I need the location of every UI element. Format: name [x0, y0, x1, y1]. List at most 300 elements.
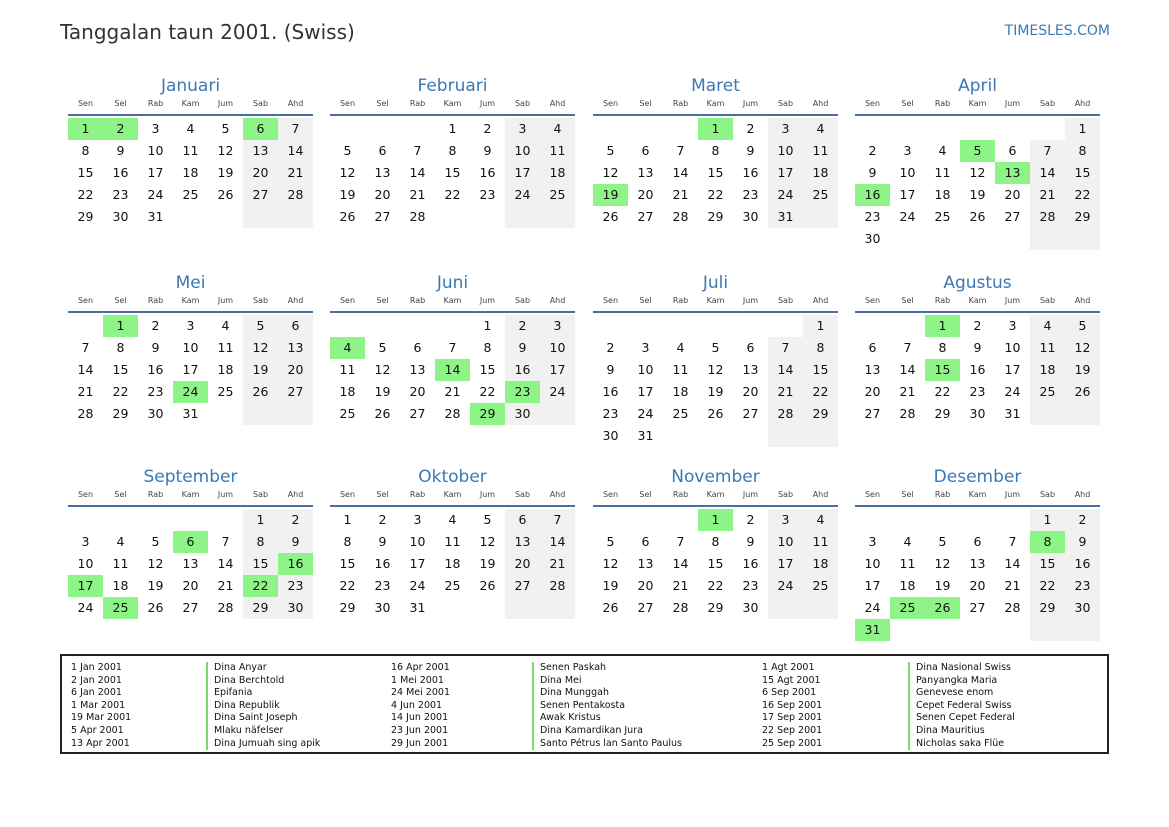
legend-date: 19 Mar 2001: [71, 712, 132, 724]
weekday-label: Ahd: [812, 296, 829, 305]
header-divider: [330, 505, 575, 507]
empty-cell: [173, 509, 208, 531]
month-november: [593, 463, 838, 619]
day-cell: 1: [1030, 509, 1065, 531]
legend-holiday-name: Santo Pétrus lan Santo Paulus: [532, 738, 682, 751]
day-cell: 23: [479, 187, 496, 202]
day-cell: 9: [868, 165, 877, 180]
day-cell: 1: [925, 315, 960, 337]
weekday-header: [593, 487, 838, 503]
week-row: [68, 140, 313, 162]
month-name: September: [143, 467, 238, 487]
week-row: [855, 553, 1100, 575]
day-cell: 15: [707, 556, 724, 571]
empty-cell: [733, 315, 768, 337]
day-cell: 14: [217, 556, 234, 571]
week-row: [330, 403, 575, 425]
day-cell: 19: [934, 578, 951, 593]
day-cell: 21: [899, 384, 916, 399]
week-row: [855, 228, 1100, 250]
day-cell: 6: [641, 534, 650, 549]
day-cell: 18: [339, 384, 356, 399]
month-name: Februari: [417, 76, 488, 96]
day-cell: 16: [278, 553, 313, 575]
day-cell: 30: [147, 406, 164, 421]
day-cell: 2: [973, 318, 982, 333]
legend-holiday-name: Genevese enom: [908, 687, 1015, 700]
week-row: [855, 381, 1100, 403]
empty-cell: [540, 206, 575, 228]
day-cell: 9: [746, 534, 755, 549]
day-cell: 15: [707, 165, 724, 180]
day-cell: 4: [803, 118, 838, 140]
legend-date: 23 Jun 2001: [391, 724, 449, 736]
day-cell: 23: [112, 187, 129, 202]
day-cell: 26: [602, 600, 619, 615]
day-cell: 25: [339, 406, 356, 421]
legend-date: 14 Jun 2001: [391, 712, 449, 724]
day-cell: 11: [540, 140, 575, 162]
weekday-label: Rab: [934, 296, 951, 305]
weekday-label: Sab: [514, 490, 531, 499]
legend-name-column: [908, 662, 1015, 750]
day-cell: 10: [899, 165, 916, 180]
day-cell: 5: [151, 534, 160, 549]
day-cell: 13: [637, 165, 654, 180]
month-name: April: [958, 76, 997, 96]
day-cell: 21: [1030, 184, 1065, 206]
page-title: Tanggalan taun 2001. (Swiss): [60, 20, 355, 44]
weekday-label: Sab: [777, 296, 794, 305]
day-cell: 30: [278, 597, 313, 619]
empty-cell: [505, 597, 540, 619]
day-cell: 3: [868, 534, 877, 549]
weekday-label: Sab: [252, 490, 269, 499]
empty-cell: [1030, 118, 1065, 140]
day-cell: 12: [147, 556, 164, 571]
day-cell: 6: [641, 143, 650, 158]
week-row: [330, 381, 575, 403]
day-cell: 17: [147, 165, 164, 180]
day-cell: 23: [147, 384, 164, 399]
empty-cell: [663, 315, 698, 337]
day-cell: 8: [243, 531, 278, 553]
day-cell: 13: [742, 362, 759, 377]
day-cell: 30: [969, 406, 986, 421]
day-cell: 18: [182, 165, 199, 180]
empty-cell: [995, 619, 1030, 641]
day-cell: 25: [540, 184, 575, 206]
weekday-label: Sel: [639, 296, 652, 305]
empty-cell: [995, 228, 1030, 250]
day-cell: 24: [899, 209, 916, 224]
day-cell: 14: [435, 359, 470, 381]
day-cell: 18: [803, 553, 838, 575]
day-cell: 13: [278, 337, 313, 359]
day-cell: 19: [593, 184, 628, 206]
week-row: [330, 315, 575, 337]
legend-holiday-name: Dina Berchtold: [206, 675, 320, 688]
day-cell: 24: [864, 600, 881, 615]
legend-holiday-name: Dina Nasional Swiss: [908, 662, 1015, 675]
weekday-label: Ahd: [812, 99, 829, 108]
week-row: [855, 597, 1100, 619]
week-row: [68, 184, 313, 206]
day-cell: 18: [217, 362, 234, 377]
empty-cell: [1030, 619, 1065, 641]
day-cell: 28: [899, 406, 916, 421]
weekday-header: [855, 293, 1100, 309]
day-cell: 7: [1008, 534, 1017, 549]
day-cell: 5: [483, 512, 492, 527]
weekday-label: Sen: [77, 296, 94, 305]
day-cell: 10: [1004, 340, 1021, 355]
day-cell: 6: [973, 534, 982, 549]
weekday-label: Sen: [602, 99, 619, 108]
day-cell: 16: [969, 362, 986, 377]
day-cell: 31: [768, 206, 803, 228]
day-cell: 26: [1065, 381, 1100, 403]
weekday-label: Rab: [672, 490, 689, 499]
week-row: [68, 531, 313, 553]
day-cell: 17: [182, 362, 199, 377]
month-juli: [593, 269, 838, 447]
day-cell: 8: [711, 143, 720, 158]
week-row: [68, 575, 313, 597]
day-cell: 16: [742, 165, 759, 180]
week-row: [68, 118, 313, 140]
legend-date: 17 Sep 2001: [762, 712, 823, 724]
day-cell: 1: [243, 509, 278, 531]
week-row: [68, 162, 313, 184]
day-cell: 29: [339, 600, 356, 615]
week-row: [330, 118, 575, 140]
weekday-label: Sab: [252, 296, 269, 305]
day-cell: 26: [479, 578, 496, 593]
weekday-label: Sab: [1039, 296, 1056, 305]
week-row: [855, 509, 1100, 531]
week-row: [330, 575, 575, 597]
empty-cell: [68, 315, 103, 337]
day-cell: 18: [803, 162, 838, 184]
day-cell: 11: [339, 362, 356, 377]
weekday-label: Sab: [1039, 490, 1056, 499]
day-cell: 14: [672, 556, 689, 571]
day-cell: 19: [1065, 359, 1100, 381]
legend-date: 16 Apr 2001: [391, 662, 450, 673]
day-cell: 14: [672, 165, 689, 180]
empty-cell: [243, 403, 278, 425]
day-cell: 20: [742, 384, 759, 399]
weekday-label: Kam: [181, 490, 200, 499]
day-cell: 14: [77, 362, 94, 377]
day-cell: 16: [112, 165, 129, 180]
weekday-label: Kam: [968, 99, 987, 108]
empty-cell: [803, 206, 838, 228]
week-row: [593, 184, 838, 206]
weekday-label: Jum: [742, 490, 759, 499]
day-cell: 2: [505, 315, 540, 337]
month-januari: [68, 72, 313, 228]
weekday-label: Rab: [409, 99, 426, 108]
legend-holiday-name: Nicholas saka Flüe: [908, 738, 1015, 751]
day-cell: 5: [606, 143, 615, 158]
day-cell: 18: [112, 578, 129, 593]
day-cell: 12: [602, 556, 619, 571]
day-cell: 3: [641, 340, 650, 355]
day-cell: 28: [672, 209, 689, 224]
day-cell: 7: [676, 534, 685, 549]
empty-cell: [995, 509, 1030, 531]
day-cell: 29: [1030, 597, 1065, 619]
day-cell: 14: [278, 140, 313, 162]
empty-cell: [663, 425, 698, 447]
day-cell: 5: [606, 534, 615, 549]
day-cell: 19: [479, 556, 496, 571]
day-cell: 25: [890, 597, 925, 619]
day-cell: 4: [116, 534, 125, 549]
month-desember: [855, 463, 1100, 641]
day-cell: 9: [606, 362, 615, 377]
empty-cell: [1065, 228, 1100, 250]
week-row: [593, 597, 838, 619]
day-cell: 5: [938, 534, 947, 549]
day-cell: 17: [68, 575, 103, 597]
day-cell: 20: [182, 578, 199, 593]
week-row: [68, 403, 313, 425]
day-cell: 12: [217, 143, 234, 158]
day-cell: 8: [711, 534, 720, 549]
day-cell: 6: [868, 340, 877, 355]
month-oktober: [330, 463, 575, 619]
day-cell: 8: [448, 143, 457, 158]
week-row: [68, 509, 313, 531]
weekday-label: Sen: [77, 490, 94, 499]
header-divider: [593, 311, 838, 313]
day-cell: 7: [448, 340, 457, 355]
legend-date: 5 Apr 2001: [71, 724, 124, 736]
empty-cell: [208, 206, 243, 228]
day-cell: 22: [707, 578, 724, 593]
legend-holiday-name: Dina Mauritius: [908, 725, 1015, 738]
weekday-label: Sab: [252, 99, 269, 108]
day-cell: 5: [960, 140, 995, 162]
day-cell: 13: [505, 531, 540, 553]
empty-cell: [890, 118, 925, 140]
month-name: Oktober: [418, 467, 487, 487]
weekday-label: Sen: [864, 99, 881, 108]
empty-cell: [540, 597, 575, 619]
day-cell: 7: [676, 143, 685, 158]
empty-cell: [628, 315, 663, 337]
day-cell: 12: [707, 362, 724, 377]
day-cell: 19: [243, 359, 278, 381]
day-cell: 6: [746, 340, 755, 355]
day-cell: 3: [81, 534, 90, 549]
weekday-header: [330, 487, 575, 503]
empty-cell: [995, 118, 1030, 140]
header-divider: [855, 311, 1100, 313]
day-cell: 7: [768, 337, 803, 359]
day-cell: 21: [768, 381, 803, 403]
day-cell: 23: [742, 578, 759, 593]
week-row: [68, 553, 313, 575]
day-cell: 16: [855, 184, 890, 206]
day-cell: 3: [903, 143, 912, 158]
weekday-label: Sel: [639, 99, 652, 108]
day-cell: 11: [1030, 337, 1065, 359]
weekday-label: Sel: [639, 490, 652, 499]
brand-link[interactable]: TIMESLES.COM: [1004, 23, 1110, 39]
day-cell: 17: [768, 553, 803, 575]
weekday-label: Jum: [479, 490, 496, 499]
day-cell: 11: [803, 531, 838, 553]
day-cell: 11: [444, 534, 461, 549]
month-mei: [68, 269, 313, 425]
day-cell: 24: [637, 406, 654, 421]
day-cell: 17: [899, 187, 916, 202]
day-cell: 29: [470, 403, 505, 425]
day-cell: 21: [217, 578, 234, 593]
weekday-label: Rab: [934, 490, 951, 499]
weekday-label: Sen: [602, 490, 619, 499]
day-cell: 23: [864, 209, 881, 224]
day-cell: 23: [1065, 575, 1100, 597]
day-cell: 19: [374, 384, 391, 399]
week-row: [593, 575, 838, 597]
day-cell: 23: [969, 384, 986, 399]
day-cell: 24: [173, 381, 208, 403]
month-april: [855, 72, 1100, 250]
day-cell: 15: [1030, 553, 1065, 575]
day-cell: 1: [698, 118, 733, 140]
day-cell: 25: [182, 187, 199, 202]
month-juni: [330, 269, 575, 425]
week-row: [68, 597, 313, 619]
day-cell: 4: [186, 121, 195, 136]
day-cell: 27: [864, 406, 881, 421]
week-row: [593, 162, 838, 184]
legend-date: 6 Jan 2001: [71, 687, 122, 699]
legend-date: 2 Jan 2001: [71, 674, 122, 686]
day-cell: 15: [925, 359, 960, 381]
weekday-label: Ahd: [287, 296, 304, 305]
weekday-label: Sel: [114, 296, 127, 305]
day-cell: 2: [103, 118, 138, 140]
weekday-label: Kam: [968, 296, 987, 305]
day-cell: 23: [602, 406, 619, 421]
day-cell: 31: [409, 600, 426, 615]
day-cell: 7: [278, 118, 313, 140]
header-divider: [330, 311, 575, 313]
day-cell: 28: [768, 403, 803, 425]
weekday-label: Sel: [376, 490, 389, 499]
weekday-header: [855, 96, 1100, 112]
empty-cell: [593, 509, 628, 531]
weekday-label: Jum: [1004, 490, 1021, 499]
empty-cell: [435, 597, 470, 619]
day-cell: 5: [1065, 315, 1100, 337]
day-cell: 2: [378, 512, 387, 527]
day-cell: 2: [151, 318, 160, 333]
day-cell: 21: [409, 187, 426, 202]
empty-cell: [505, 206, 540, 228]
day-cell: 26: [339, 209, 356, 224]
weekday-label: Jum: [479, 99, 496, 108]
empty-cell: [243, 206, 278, 228]
day-cell: 20: [278, 359, 313, 381]
weekday-label: Kam: [181, 296, 200, 305]
week-row: [68, 359, 313, 381]
legend-holiday-name: Senen Pentakosta: [532, 700, 682, 713]
legend-date-column: [762, 662, 822, 750]
day-cell: 7: [413, 143, 422, 158]
day-cell: 22: [479, 384, 496, 399]
day-cell: 2: [746, 121, 755, 136]
day-cell: 21: [77, 384, 94, 399]
day-cell: 19: [707, 384, 724, 399]
header-divider: [68, 114, 313, 116]
day-cell: 5: [343, 143, 352, 158]
day-cell: 9: [505, 337, 540, 359]
day-cell: 22: [1065, 184, 1100, 206]
month-name: Januari: [160, 76, 221, 96]
week-row: [593, 337, 838, 359]
weekday-header: [593, 96, 838, 112]
month-name: Agustus: [943, 273, 1012, 293]
day-cell: 9: [378, 534, 387, 549]
legend-date: 15 Agt 2001: [762, 674, 821, 686]
day-cell: 1: [343, 512, 352, 527]
week-row: [855, 359, 1100, 381]
day-cell: 5: [378, 340, 387, 355]
day-cell: 7: [221, 534, 230, 549]
day-cell: 11: [672, 362, 689, 377]
day-cell: 10: [637, 362, 654, 377]
week-row: [330, 597, 575, 619]
week-row: [855, 531, 1100, 553]
legend-date: 1 Agt 2001: [762, 662, 815, 673]
day-cell: 6: [413, 340, 422, 355]
weekday-header: [330, 293, 575, 309]
day-cell: 21: [278, 162, 313, 184]
weekday-label: Jum: [742, 99, 759, 108]
day-cell: 28: [278, 184, 313, 206]
month-name: Desember: [933, 467, 1022, 487]
day-cell: 20: [864, 384, 881, 399]
day-cell: 12: [479, 534, 496, 549]
day-cell: 11: [899, 556, 916, 571]
day-cell: 10: [768, 140, 803, 162]
weekday-label: Ahd: [1074, 490, 1091, 499]
day-cell: 12: [374, 362, 391, 377]
day-cell: 7: [903, 340, 912, 355]
week-row: [330, 359, 575, 381]
day-cell: 13: [969, 556, 986, 571]
day-cell: 26: [374, 406, 391, 421]
empty-cell: [768, 597, 803, 619]
day-cell: 19: [217, 165, 234, 180]
empty-cell: [365, 118, 400, 140]
day-cell: 10: [768, 531, 803, 553]
day-cell: 9: [973, 340, 982, 355]
legend-holiday-name: Senen Paskah: [532, 662, 682, 675]
legend-date: 25 Sep 2001: [762, 737, 823, 749]
week-row: [330, 140, 575, 162]
week-row: [855, 403, 1100, 425]
day-cell: 29: [803, 403, 838, 425]
weekday-label: Rab: [409, 296, 426, 305]
